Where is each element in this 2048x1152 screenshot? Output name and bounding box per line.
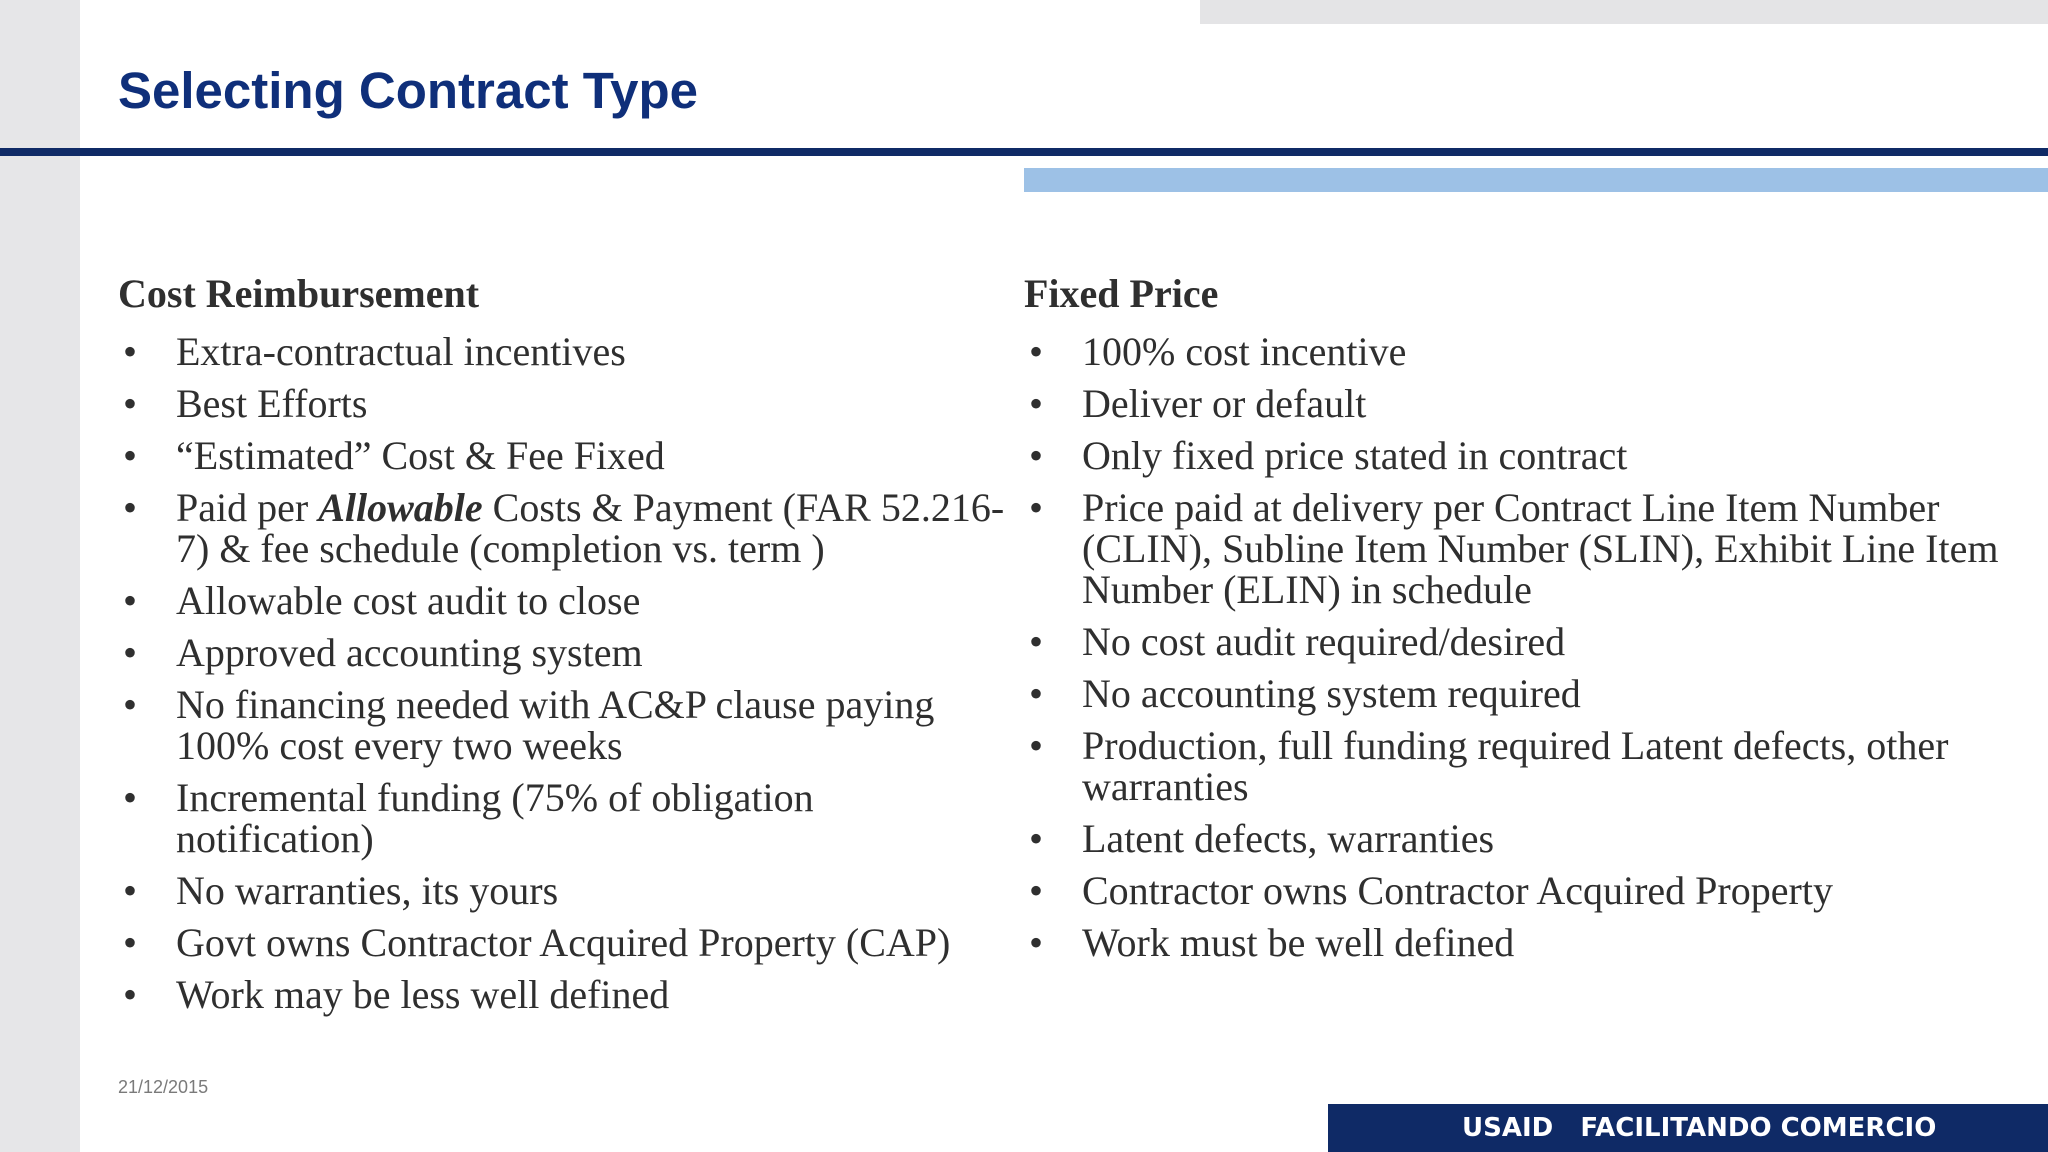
list-item: • Incremental funding (75% of obligation notification): [118, 777, 1018, 859]
top-accent-bar: [1200, 0, 2048, 24]
bullet-icon: •: [1028, 619, 1043, 664]
bullet-icon: •: [1028, 433, 1043, 478]
list-item: • Only fixed price stated in contract: [1024, 435, 2024, 476]
slide-title: Selecting Contract Type: [118, 62, 699, 119]
fixed-price-list: [1024, 331, 2024, 963]
bullet-icon: •: [122, 485, 137, 530]
list-item: • Work may be less well defined: [118, 974, 1018, 1015]
list-item: • “Estimated” Cost & Fee Fixed: [118, 435, 1018, 476]
list-item: • Approved accounting system: [118, 632, 1018, 673]
bullet-icon: •: [122, 630, 137, 675]
cost-reimbursement-list: [118, 331, 1018, 1015]
bullet-icon: •: [1028, 329, 1043, 374]
bullet-icon: •: [1028, 671, 1043, 716]
slide-date: 21/12/2015: [118, 1077, 209, 1097]
bullet-icon: •: [122, 972, 137, 1017]
bullet-icon: •: [1028, 723, 1043, 768]
bullet-icon: •: [122, 682, 137, 727]
list-item: • 100% cost incentive: [1024, 331, 2024, 372]
bullet-icon: •: [122, 381, 137, 426]
list-item: • Latent defects, warranties: [1024, 818, 2024, 859]
list-item: • Deliver or default: [1024, 383, 2024, 424]
list-item: • Extra-contractual incentives: [118, 331, 1018, 372]
list-item: • No financing needed with AC&P clause paying 100% cost every two weeks: [118, 684, 1018, 766]
footer-brand-bar: USAID FACILITANDO COMERCIO: [1328, 1104, 2048, 1152]
accent-rule: [1024, 168, 2048, 192]
allowable-emphasis: Allowable: [318, 485, 483, 530]
bullet-icon: •: [122, 578, 137, 623]
cost-reimbursement-heading: Cost Reimbursement: [118, 271, 480, 316]
bullet-icon: •: [1028, 816, 1043, 861]
list-item: • No accounting system required: [1024, 673, 2024, 714]
list-item: • Govt owns Contractor Acquired Property (CAP): [118, 922, 1018, 963]
list-item: • No cost audit required/desired: [1024, 621, 2024, 662]
bullet-icon: •: [122, 920, 137, 965]
title-underline-rule: [0, 148, 2048, 156]
list-item: • Price paid at delivery per Contract Line Item Number (CLIN), Subline Item Number (SLIN), Exhibit Line Item Number (ELIN) in schedule: [1024, 487, 2024, 610]
list-item: • Best Efforts: [118, 383, 1018, 424]
left-margin-strip: [0, 0, 80, 1152]
bullet-icon: •: [122, 329, 137, 374]
bullet-icon: •: [1028, 381, 1043, 426]
fixed-price-heading: Fixed Price: [1024, 271, 1219, 316]
bullet-icon: •: [122, 775, 137, 820]
list-item: • Work must be well defined: [1024, 922, 2024, 963]
list-item: • Production, full funding required Latent defects, other warranties: [1024, 725, 2024, 807]
fixed-price-column: [1024, 268, 2024, 963]
bullet-icon: •: [1028, 485, 1043, 530]
list-item: • No warranties, its yours: [118, 870, 1018, 911]
list-item: • Allowable cost audit to close: [118, 580, 1018, 621]
bullet-icon: •: [1028, 868, 1043, 913]
bullet-icon: •: [122, 868, 137, 913]
list-item: • Contractor owns Contractor Acquired Property: [1024, 870, 2024, 911]
cost-reimbursement-column: [118, 268, 1018, 1015]
bullet-icon: •: [122, 433, 137, 478]
list-item: • Paid per Allowable Costs & Payment (FAR 52.216-7) & fee schedule (completion vs. term ): [118, 487, 1018, 569]
bullet-icon: •: [1028, 920, 1043, 965]
